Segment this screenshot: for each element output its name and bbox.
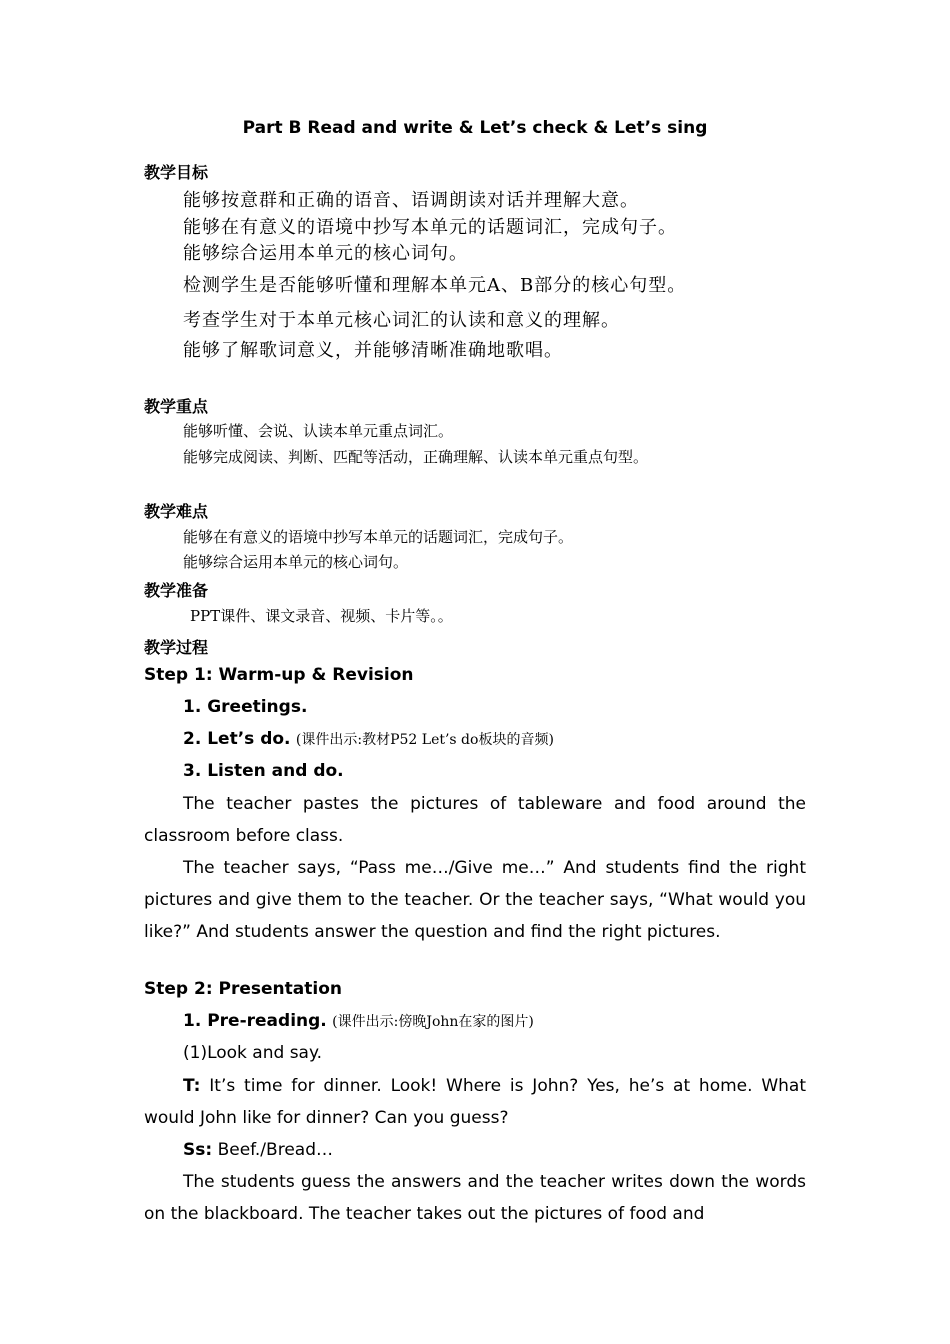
item-label: 3. Listen and do.	[183, 761, 344, 781]
step1-paragraph-2: The teacher says, “Pass me…/Give me…” And students find the right pictures and give them to the teacher. Or the teacher says, “What would you like?” And students answer the question and find the right pictures.	[144, 858, 806, 942]
step1-paragraph-1: The teacher pastes the pictures of tableware and food around the classroom before class.	[144, 794, 806, 846]
objectives-heading: 教学目标	[144, 163, 209, 182]
page-title: Part B Read and write & Let’s check & Let’s sing	[242, 118, 708, 138]
difficulty-item: 能够在有意义的语境中抄写本单元的话题词汇，完成句子。	[183, 528, 574, 546]
teacher-line	[144, 1070, 806, 1134]
preparation-heading: 教学准备	[144, 581, 209, 600]
step1-title: Step 1: Warm-up & Revision	[144, 665, 414, 685]
step2-paragraph-3: The students guess the answers and the teacher writes down the words on the blackboard. The teacher takes out the pictures of food and	[144, 1172, 806, 1224]
step2-item-pre-reading	[183, 1011, 534, 1031]
objective-item: 考查学生对于本单元核心词汇的认读和意义的理解。	[183, 310, 620, 331]
objective-item: 能够在有意义的语境中抄写本单元的话题词汇，完成句子。	[183, 217, 677, 238]
speaker-label: Ss:	[183, 1140, 213, 1160]
preparation-text: PPT课件、课文录音、视频、卡片等。。	[190, 607, 453, 625]
key-points-heading: 教学重点	[144, 397, 209, 416]
key-point-item: 能够听懂、会说、认读本单元重点词汇。	[183, 422, 454, 440]
key-point-item: 能够完成阅读、判断、匹配等活动，正确理解、认读本单元重点句型。	[183, 448, 649, 466]
speaker-text: Beef./Bread…	[217, 1140, 333, 1160]
difficulty-item: 能够综合运用本单元的核心词句。	[183, 553, 409, 571]
objective-item: 能够按意群和正确的语音、语调朗读对话并理解大意。	[183, 190, 639, 211]
students-line	[144, 1134, 806, 1166]
item-label: 1. Pre-reading.	[183, 1011, 327, 1031]
step1-item-listen	[183, 761, 344, 781]
item-label: 2. Let’s do.	[183, 729, 291, 749]
speaker-text: It’s time for dinner. Look! Where is John? Yes, he’s at home. What would John like for dinner? Can you guess?	[144, 1076, 806, 1128]
item-note: (课件出示:教材P52 Let’s do板块的音频)	[295, 732, 554, 748]
objective-item: 检测学生是否能够听懂和理解本单元A、B部分的核心句型。	[183, 275, 687, 296]
objective-item: 能够综合运用本单元的核心词句。	[183, 243, 468, 264]
step1-item-lets-do	[183, 729, 554, 749]
speaker-label: T:	[183, 1076, 201, 1096]
objective-item: 能够了解歌词意义，并能够清晰准确地歌唱。	[183, 340, 563, 361]
item-label: 1. Greetings.	[183, 697, 308, 717]
item-note: (课件出示:傍晚John在家的图片)	[332, 1014, 534, 1030]
step2-sub-look-and-say: (1)Look and say.	[183, 1043, 323, 1063]
step2-title: Step 2: Presentation	[144, 979, 342, 999]
difficulties-heading: 教学难点	[144, 502, 209, 521]
step1-item-greetings	[183, 697, 307, 717]
process-heading: 教学过程	[144, 638, 209, 657]
